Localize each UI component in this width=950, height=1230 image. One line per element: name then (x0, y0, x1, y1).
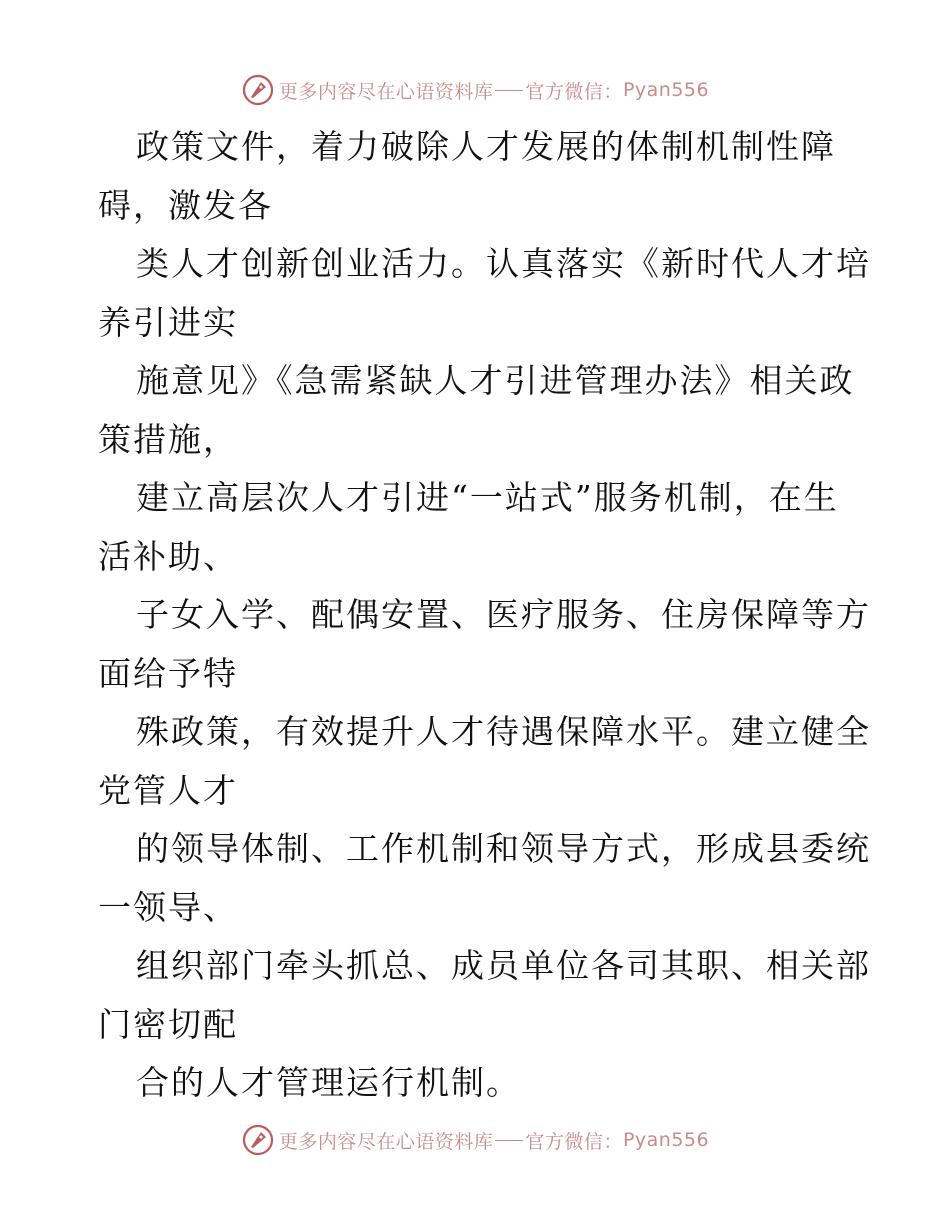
body-line: 殊政策，有效提升人才待遇保障水平。建立健全 (136, 712, 871, 751)
watermark-text: 更多内容尽在心语资料库 (278, 1130, 494, 1153)
body-line: 门密切配 (98, 1004, 238, 1044)
body-line: 面给予特 (98, 653, 238, 693)
body-line: 建立高层次人才引进“一站式”服务机制，在生 (136, 478, 839, 517)
watermark-id: Pyan556 (622, 1129, 710, 1151)
watermark-label: 官方微信： (525, 1130, 623, 1153)
watermark-id: Pyan556 (622, 79, 710, 101)
pen-nib-logo-icon (241, 73, 275, 107)
body-line: 施意见》《急需紧缺人才引进管理办法》相关政 (136, 361, 855, 400)
body-line: 政策文件，着力破除人才发展的体制机制性障 (136, 127, 836, 166)
pen-nib-logo-icon (241, 1123, 275, 1157)
body-line: 子女入学、配偶安置、医疗服务、住房保障等方 (136, 595, 871, 634)
body-line: 合的人才管理运行机制。 (136, 1063, 521, 1102)
header-watermark (0, 70, 950, 110)
body-line: 组织部门牵头抓总、成员单位各司其职、相关部 (136, 946, 871, 985)
watermark-text: 更多内容尽在心语资料库 (278, 80, 494, 103)
watermark-separator (495, 90, 523, 91)
body-line: 的领导体制、工作机制和领导方式，形成县委统 (136, 829, 871, 868)
watermark-label: 官方微信： (525, 80, 623, 103)
body-line: 党管人才 (98, 770, 238, 810)
body-line: 活补助、 (98, 536, 238, 576)
body-line: 一领导、 (98, 887, 238, 927)
body-line: 碍，激发各 (98, 185, 273, 225)
footer-watermark (0, 1120, 950, 1160)
document-body (98, 118, 871, 1113)
body-line: 养引进实 (98, 302, 238, 342)
watermark-separator (495, 1140, 523, 1141)
body-line: 策措施， (98, 419, 238, 459)
body-line: 类人才创新创业活力。认真落实《新时代人才培 (136, 244, 871, 283)
